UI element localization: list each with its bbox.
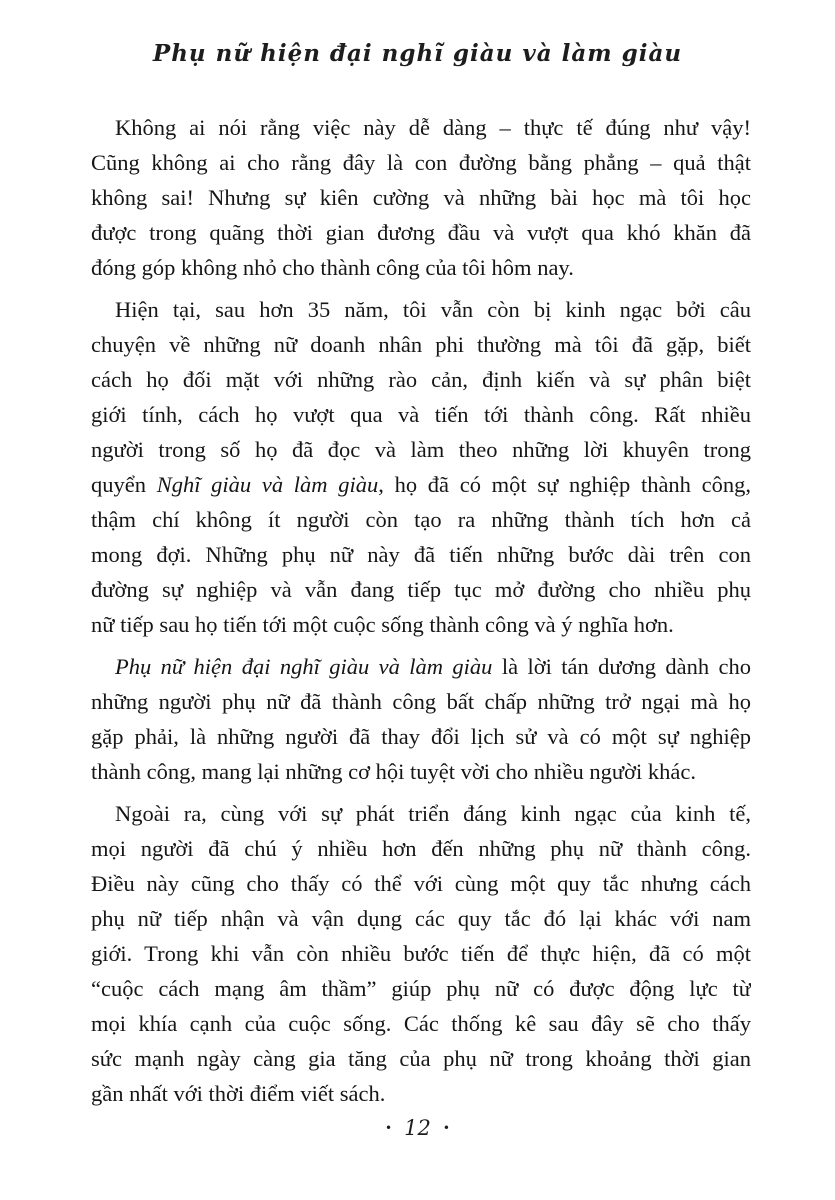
text-segment: sức mạnh ngày càng gia tăng của phụ nữ trong khoảng thời gian: [91, 1046, 751, 1071]
text-line: [91, 796, 751, 831]
text-segment: đóng góp không nhỏ cho thành công của tôi hôm nay.: [91, 255, 574, 280]
text-line: [91, 145, 751, 180]
text-line: [91, 537, 751, 572]
text-line: [91, 684, 751, 719]
text-line: [91, 1076, 751, 1111]
text-segment: Điều này cũng cho thấy có thể với cùng một quy tắc nhưng cách: [91, 871, 751, 896]
text-line: [91, 397, 751, 432]
paragraph: [91, 796, 751, 1111]
text-segment: quyển: [91, 472, 157, 497]
running-header: [0, 40, 835, 67]
text-segment: gặp phải, là những người đã thay đổi lịch sử và có một sự nghiệp: [91, 724, 751, 749]
text-segment: cách họ đối mặt với những rào cản, định kiến và sự phân biệt: [91, 367, 751, 392]
text-segment: gần nhất với thời điểm viết sách.: [91, 1081, 386, 1106]
text-segment: những người phụ nữ đã thành công bất chấp những trở ngại mà họ: [91, 689, 751, 714]
text-line: [91, 866, 751, 901]
footer-ornament-right: •: [442, 1121, 450, 1135]
text-segment: nữ tiếp sau họ tiến tới một cuộc sống thành công và ý nghĩa hơn.: [91, 612, 674, 637]
text-segment: giới tính, cách họ vượt qua và tiến tới thành công. Rất nhiều: [91, 402, 751, 427]
text-line: [91, 649, 751, 684]
text-segment: thậm chí không ít người còn tạo ra những thành tích hơn cả: [91, 507, 751, 532]
paragraph: [91, 649, 751, 789]
text-line: [91, 719, 751, 754]
text-line: [91, 467, 751, 502]
running-header-title: Phụ nữ hiện đại nghĩ giàu và làm giàu: [152, 40, 683, 67]
text-segment: Không ai nói rằng việc này dễ dàng – thực tế đúng như vậy!: [115, 115, 751, 140]
text-segment: Cũng không ai cho rằng đây là con đường bằng phẳng – quả thật: [91, 150, 751, 175]
text-segment: mong đợi. Những phụ nữ này đã tiến những bước dài trên con: [91, 542, 751, 567]
text-line: [91, 1006, 751, 1041]
text-line: [91, 362, 751, 397]
text-line: [91, 180, 751, 215]
text-line: [91, 502, 751, 537]
text-line: [91, 327, 751, 362]
text-segment: giới. Trong khi vẫn còn nhiều bước tiến để thực hiện, đã có một: [91, 941, 751, 966]
text-segment: Hiện tại, sau hơn 35 năm, tôi vẫn còn bị kinh ngạc bởi câu: [115, 297, 751, 322]
text-line: [91, 432, 751, 467]
text-line: [91, 1041, 751, 1076]
text-segment: mọi khía cạnh của cuộc sống. Các thống kê sau đây sẽ cho thấy: [91, 1011, 751, 1036]
text-segment: được trong quãng thời gian đương đầu và vượt qua khó khăn đã: [91, 220, 751, 245]
text-line: [91, 831, 751, 866]
text-segment: đường sự nghiệp và vẫn đang tiếp tục mở đường cho nhiều phụ: [91, 577, 751, 602]
text-segment: phụ nữ tiếp nhận và vận dụng các quy tắc đó lại khác với nam: [91, 906, 751, 931]
text-segment: , họ đã có một sự nghiệp thành công,: [378, 472, 751, 497]
text-line: [91, 292, 751, 327]
book-title-italic: Nghĩ giàu và làm giàu: [156, 472, 379, 497]
text-line: [91, 215, 751, 250]
page-footer: [0, 1116, 835, 1140]
text-segment: không sai! Nhưng sự kiên cường và những bài học mà tôi học: [91, 185, 751, 210]
text-segment: người trong số họ đã đọc và làm theo những lời khuyên trong: [91, 437, 751, 462]
footer-ornament-left: •: [385, 1121, 393, 1135]
text-segment: “cuộc cách mạng âm thầm” giúp phụ nữ có được động lực từ: [91, 976, 751, 1001]
text-segment: thành công, mang lại những cơ hội tuyệt vời cho nhiều người khác.: [91, 759, 696, 784]
book-title-italic: Phụ nữ hiện đại nghĩ giàu và làm giàu: [115, 654, 493, 679]
text-line: [91, 110, 751, 145]
body-text: [91, 110, 751, 1118]
text-segment: là lời tán dương dành cho: [492, 654, 751, 679]
text-line: [91, 250, 751, 285]
text-segment: mọi người đã chú ý nhiều hơn đến những phụ nữ thành công.: [91, 836, 751, 861]
paragraph: [91, 110, 751, 285]
page-number: 12: [404, 1116, 431, 1140]
text-line: [91, 754, 751, 789]
text-line: [91, 572, 751, 607]
text-segment: chuyện về những nữ doanh nhân phi thường mà tôi đã gặp, biết: [91, 332, 751, 357]
text-line: [91, 936, 751, 971]
text-line: [91, 607, 751, 642]
paragraph: [91, 292, 751, 642]
text-line: [91, 971, 751, 1006]
text-line: [91, 901, 751, 936]
text-segment: Ngoài ra, cùng với sự phát triển đáng kinh ngạc của kinh tế,: [115, 801, 751, 826]
